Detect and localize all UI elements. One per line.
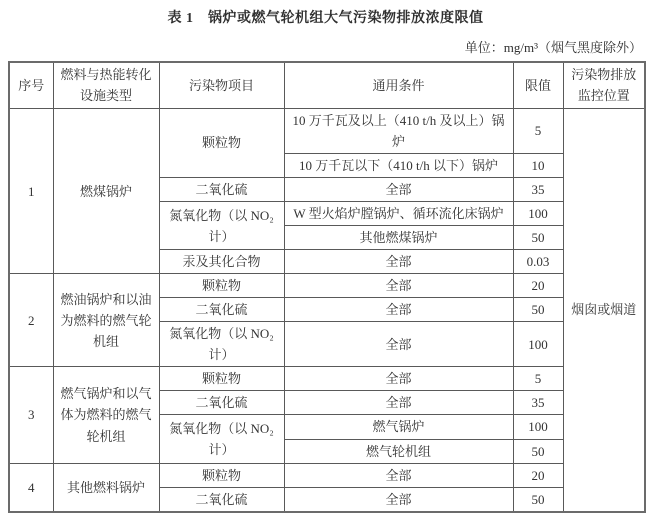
pollutant-cell: 二氧化硫: [159, 391, 284, 415]
seq-cell: 1: [9, 108, 53, 273]
limit-cell: 5: [513, 108, 563, 153]
seq-cell: 4: [9, 463, 53, 512]
condition-cell: 全部: [284, 274, 513, 298]
table-row: [9, 463, 645, 487]
condition-cell: 燃气锅炉: [284, 415, 513, 439]
header-pollutant: 污染物项目: [159, 62, 284, 108]
condition-cell: 全部: [284, 298, 513, 322]
limit-cell: 20: [513, 463, 563, 487]
table-row: [9, 367, 645, 391]
condition-cell: 10 万千瓦以下（410 t/h 以下）锅炉: [284, 153, 513, 177]
condition-cell: 全部: [284, 367, 513, 391]
header-limit: 限值: [513, 62, 563, 108]
unit-note: 单位：mg/m³（烟气黑度除外）: [464, 40, 642, 55]
category-cell: 燃气锅炉和以气体为燃料的燃气轮机组: [53, 367, 159, 463]
pollutant-cell: 二氧化硫: [159, 298, 284, 322]
limit-cell: 35: [513, 178, 563, 202]
limit-cell: 20: [513, 274, 563, 298]
table-row: [9, 108, 645, 153]
header-condition: 通用条件: [284, 62, 513, 108]
table-title: 表 1 锅炉或燃气轮机组大气污染物排放浓度限值: [167, 11, 484, 26]
condition-cell: W 型火焰炉膛锅炉、循环流化床锅炉: [284, 202, 513, 226]
pollutant-cell: 颗粒物: [159, 463, 284, 487]
pollutant-cell: 颗粒物: [159, 108, 284, 177]
limit-cell: 10: [513, 153, 563, 177]
table-row: [9, 274, 645, 298]
limit-cell: 50: [513, 226, 563, 250]
pollutant-cell: 二氧化硫: [159, 487, 284, 512]
condition-cell: 10 万千瓦及以上（410 t/h 及以上）锅炉: [284, 108, 513, 153]
limit-cell: 100: [513, 322, 563, 367]
limit-cell: 50: [513, 487, 563, 512]
condition-cell: 全部: [284, 487, 513, 512]
category-cell: 燃油锅炉和以油为燃料的燃气轮机组: [53, 274, 159, 367]
pollutant-cell: 汞及其化合物: [159, 250, 284, 274]
limit-cell: 100: [513, 202, 563, 226]
pollutant-cell: 颗粒物: [159, 367, 284, 391]
category-cell: 其他燃料锅炉: [53, 463, 159, 512]
condition-cell: 燃气轮机组: [284, 439, 513, 463]
limit-cell: 0.03: [513, 250, 563, 274]
limit-cell: 50: [513, 298, 563, 322]
limit-cell: 50: [513, 439, 563, 463]
condition-cell: 其他燃煤锅炉: [284, 226, 513, 250]
pollutant-cell: 颗粒物: [159, 274, 284, 298]
pollutant-cell: 氮氧化物（以 NO₂ 计）: [159, 202, 284, 250]
limit-cell: 35: [513, 391, 563, 415]
condition-cell: 全部: [284, 178, 513, 202]
condition-cell: 全部: [284, 322, 513, 367]
emission-limits-table: [8, 61, 646, 513]
pollutant-cell: 氮氧化物（以 NO₂ 计）: [159, 322, 284, 367]
limit-cell: 100: [513, 415, 563, 439]
header-seq: 序号: [9, 62, 53, 108]
pollutant-cell: 二氧化硫: [159, 178, 284, 202]
condition-cell: 全部: [284, 463, 513, 487]
pollutant-cell: 氮氧化物（以 NO₂ 计）: [159, 415, 284, 463]
header-facility-type: 燃料与热能转化 设施类型: [53, 62, 159, 108]
seq-cell: 3: [9, 367, 53, 463]
seq-cell: 2: [9, 274, 53, 367]
limit-cell: 5: [513, 367, 563, 391]
monitoring-cell: 烟囱或烟道: [563, 108, 645, 511]
category-cell: 燃煤锅炉: [53, 108, 159, 273]
header-monitoring: 污染物排放 监控位置: [563, 62, 645, 108]
condition-cell: 全部: [284, 391, 513, 415]
condition-cell: 全部: [284, 250, 513, 274]
header-row: [9, 62, 645, 108]
